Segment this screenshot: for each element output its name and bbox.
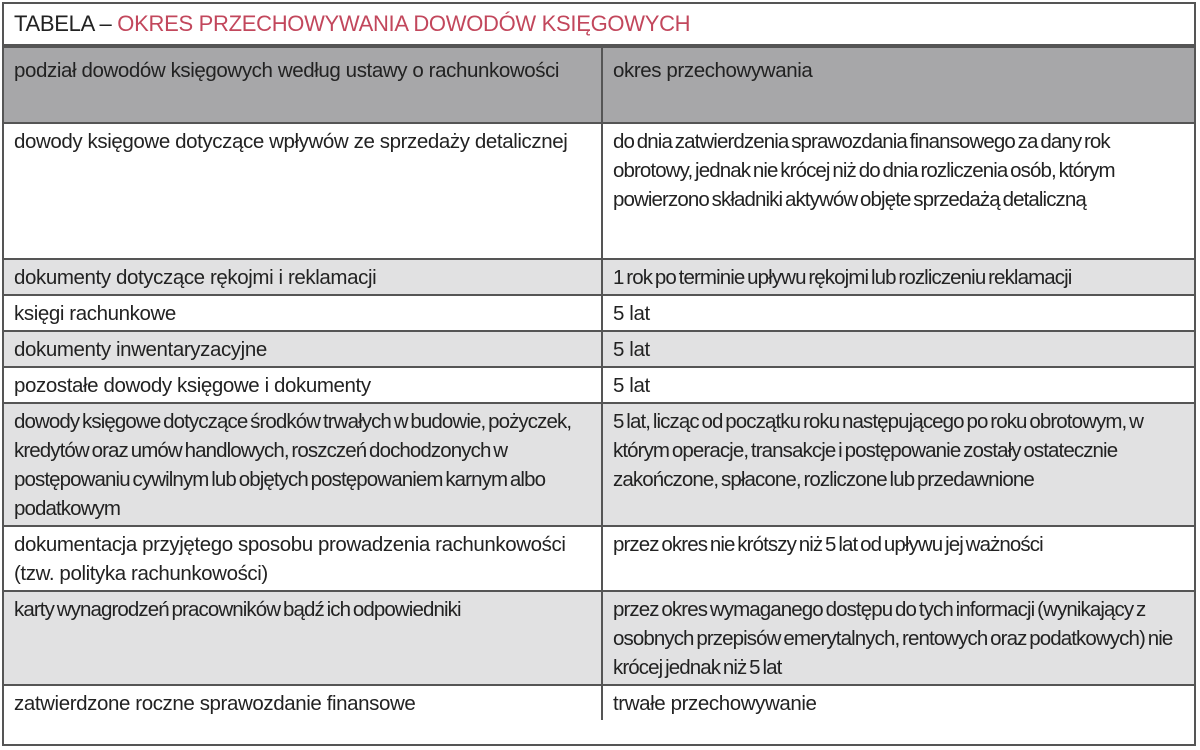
table-header-row: [4, 47, 1194, 123]
table-row: [4, 403, 1194, 526]
title-accent: OKRES PRZECHOWYWANIA DOWODÓW KSIĘGOWYCH: [117, 11, 691, 36]
row-category: zatwierdzone roczne sprawozdanie finansowe: [4, 685, 602, 720]
table-title: [4, 4, 1194, 46]
table-row: [4, 295, 1194, 331]
row-category: dowody księgowe dotyczące wpływów ze sprzedaży detalicznej: [4, 123, 602, 259]
table-row: [4, 591, 1194, 685]
row-category: karty wynagrodzeń pracowników bądź ich odpowiedniki: [4, 591, 602, 685]
row-category: dokumenty dotyczące rękojmi i reklamacji: [4, 259, 602, 295]
row-period: 5 lat: [602, 295, 1194, 331]
row-period: przez okres nie krótszy niż 5 lat od upływu jej ważności: [602, 526, 1194, 591]
row-category: księgi rachunkowe: [4, 295, 602, 331]
table-row: [4, 367, 1194, 403]
table-row: [4, 123, 1194, 259]
retention-table-panel: [2, 2, 1196, 746]
row-category: dowody księgowe dotyczące środków trwałych w budowie, pożyczek, kredytów oraz umów handlowych, roszczeń dochodzonych w postępowaniu cywilnym lub objętych postępowaniem karnym albo podatkowym: [4, 403, 602, 526]
header-period: okres przechowywania: [602, 47, 1194, 123]
row-period: 5 lat: [602, 331, 1194, 367]
row-period: 1 rok po terminie upływu rękojmi lub rozliczeniu reklamacji: [602, 259, 1194, 295]
row-category: dokumenty inwentaryzacyjne: [4, 331, 602, 367]
title-prefix: TABELA –: [14, 11, 118, 36]
retention-table: [4, 46, 1194, 720]
row-category: dokumentacja przyjętego sposobu prowadzenia rachunkowości (tzw. polityka rachunkowości): [4, 526, 602, 591]
table-row: [4, 685, 1194, 720]
row-period: 5 lat, licząc od początku roku następującego po roku obrotowym, w którym operacje, transakcje i postępowanie zostały ostatecznie zakończone, spłacone, rozliczone lub przedawnione: [602, 403, 1194, 526]
row-period: przez okres wymaganego dostępu do tych informacji (wynikający z osobnych przepisów emerytalnych, rentowych oraz podatkowych) nie krócej jednak niż 5 lat: [602, 591, 1194, 685]
table-row: [4, 259, 1194, 295]
row-category: pozostałe dowody księgowe i dokumenty: [4, 367, 602, 403]
row-period: trwałe przechowywanie: [602, 685, 1194, 720]
table-row: [4, 526, 1194, 591]
table-row: [4, 331, 1194, 367]
header-category: podział dowodów księgowych według ustawy o rachunkowości: [4, 47, 602, 123]
row-period: 5 lat: [602, 367, 1194, 403]
row-period: do dnia zatwierdzenia sprawozdania finansowego za dany rok obrotowy, jednak nie krócej niż do dnia rozliczenia osób, którym powierzono składniki aktywów objęte sprzedażą detaliczną: [602, 123, 1194, 259]
